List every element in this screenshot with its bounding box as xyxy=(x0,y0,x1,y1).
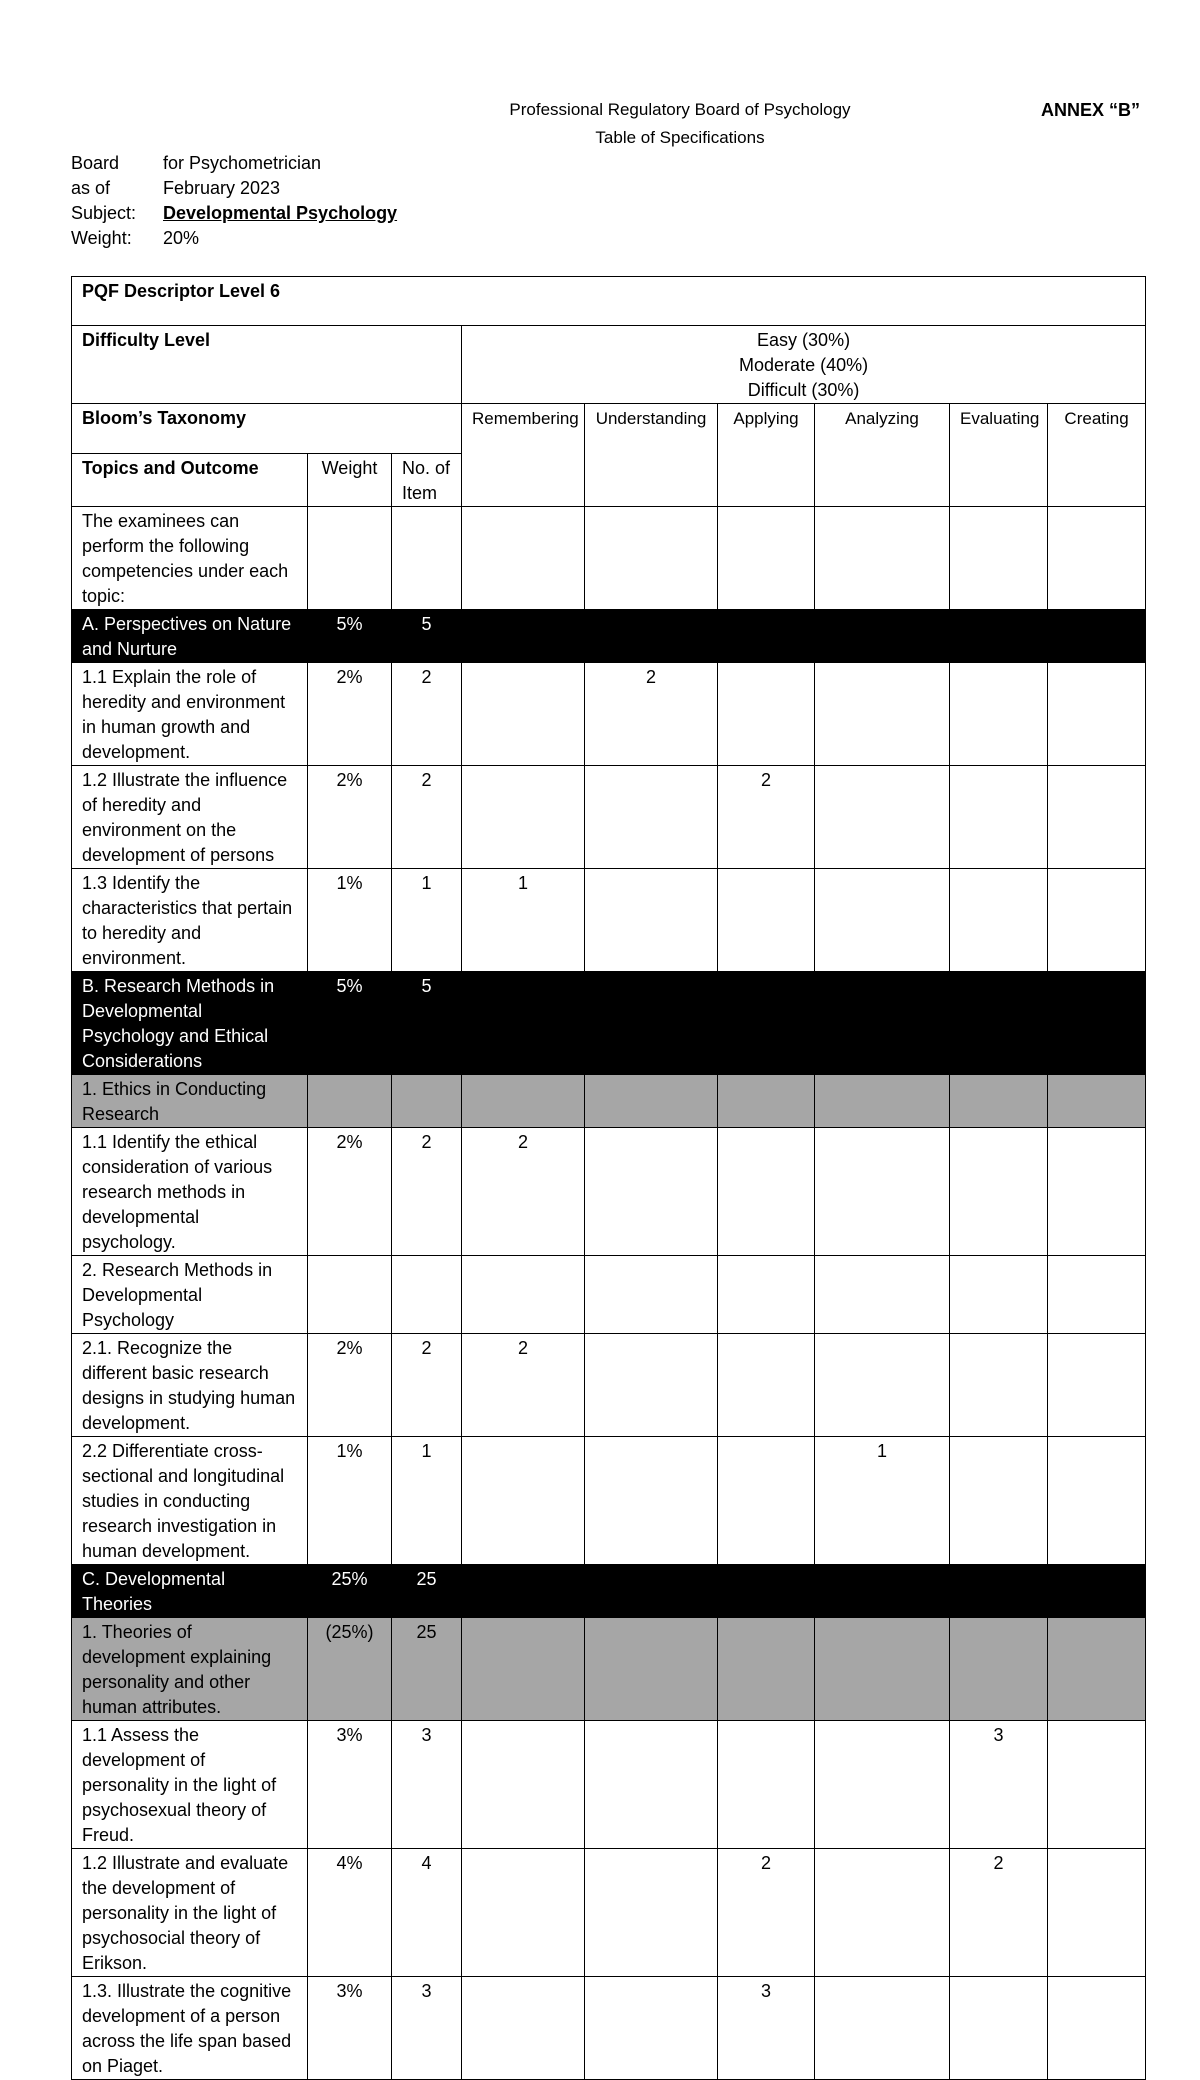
outcome-row xyxy=(72,869,1146,972)
blooms-count-cell xyxy=(815,1256,950,1334)
section-row xyxy=(72,1565,1146,1618)
blooms-count-cell xyxy=(815,1334,950,1437)
section-filler xyxy=(585,610,1146,663)
topic-cell: 2. Research Methods in Developmental Psychology xyxy=(72,1256,308,1334)
items-cell: 3 xyxy=(392,1721,462,1849)
outcome-row xyxy=(72,1721,1146,1849)
blooms-count-cell: 2 xyxy=(718,1849,815,1977)
meta-key: Board xyxy=(71,153,120,173)
difficulty-difficult: Difficult (30%) xyxy=(747,380,860,400)
outcome-row xyxy=(72,1256,1146,1334)
items-cell xyxy=(392,1256,462,1334)
blooms-count-cell xyxy=(585,1334,718,1437)
items-cell: 2 xyxy=(392,1334,462,1437)
section-weight: 25% xyxy=(308,1565,392,1618)
blooms-count-cell xyxy=(585,1977,718,2080)
section-items: 5 xyxy=(392,610,462,663)
meta-value: February 2023 xyxy=(163,178,281,198)
col-weight-header: Weight xyxy=(308,454,392,507)
blooms-count-cell xyxy=(718,1618,815,1721)
weight-cell: 1% xyxy=(308,869,392,972)
meta-key: Subject: xyxy=(71,203,137,223)
section-filler xyxy=(585,972,1146,1075)
blooms-count-cell xyxy=(718,1721,815,1849)
difficulty-row xyxy=(72,326,1146,404)
meta-row-board xyxy=(71,151,397,176)
intro-text: The examinees can perform the following competencies under each topic: xyxy=(72,507,308,610)
section-spacer xyxy=(462,610,585,663)
blooms-count-cell xyxy=(1048,869,1146,972)
blooms-count-cell xyxy=(1048,1128,1146,1256)
blooms-count-cell: 3 xyxy=(950,1721,1048,1849)
blooms-count-cell xyxy=(950,1075,1048,1128)
blooms-count-cell: 1 xyxy=(462,869,585,972)
blooms-count-cell xyxy=(815,663,950,766)
pqf-row xyxy=(72,277,1146,326)
items-cell xyxy=(392,1075,462,1128)
items-cell: 2 xyxy=(392,663,462,766)
blooms-count-cell xyxy=(1048,1849,1146,1977)
blooms-count-cell xyxy=(950,663,1048,766)
meta-value: for Psychometrician xyxy=(163,153,322,173)
document-title: Table of Specifications xyxy=(595,128,765,147)
blooms-count-cell xyxy=(462,1721,585,1849)
difficulty-moderate: Moderate (40%) xyxy=(739,355,869,375)
blooms-count-cell xyxy=(718,663,815,766)
blooms-count-cell xyxy=(1048,1075,1146,1128)
outcome-row xyxy=(72,1849,1146,1977)
intro-row xyxy=(72,507,1146,610)
items-cell: 1 xyxy=(392,1437,462,1565)
blooms-evaluating: Evaluating xyxy=(950,404,1048,507)
blooms-count-cell: 2 xyxy=(462,1128,585,1256)
outcome-row xyxy=(72,1437,1146,1565)
blooms-applying: Applying xyxy=(718,404,815,507)
section-topic: A. Perspectives on Nature and Nurture xyxy=(72,610,308,663)
blooms-label: Bloom’s Taxonomy xyxy=(72,404,462,454)
weight-cell: 2% xyxy=(308,1128,392,1256)
weight-cell: 4% xyxy=(308,1849,392,1977)
blooms-count-cell xyxy=(815,1977,950,2080)
blooms-count-cell: 2 xyxy=(718,766,815,869)
blooms-remembering: Remembering xyxy=(462,404,585,507)
weight-cell: (25%) xyxy=(308,1618,392,1721)
blooms-count-cell xyxy=(815,766,950,869)
topic-cell: 1.1 Assess the development of personality in the light of psychosexual theory of Freud. xyxy=(72,1721,308,1849)
blooms-count-cell xyxy=(585,869,718,972)
outcome-row xyxy=(72,1334,1146,1437)
section-row xyxy=(72,610,1146,663)
subtopic-row xyxy=(72,1618,1146,1721)
blooms-count-cell xyxy=(1048,663,1146,766)
blooms-count-cell xyxy=(1048,1721,1146,1849)
blooms-count-cell: 2 xyxy=(462,1334,585,1437)
blooms-count-cell xyxy=(462,1437,585,1565)
blooms-count-cell xyxy=(815,1849,950,1977)
weight-cell: 2% xyxy=(308,663,392,766)
col-items-header: No. of Item xyxy=(392,454,462,507)
blooms-count-cell xyxy=(585,1618,718,1721)
blooms-count-cell xyxy=(950,1977,1048,2080)
meta-row-date xyxy=(71,176,397,201)
blooms-count-cell xyxy=(585,766,718,869)
items-cell: 2 xyxy=(392,766,462,869)
blooms-count-cell xyxy=(1048,766,1146,869)
items-cell: 3 xyxy=(392,1977,462,2080)
weight-cell xyxy=(308,1075,392,1128)
topic-cell: 2.2 Differentiate cross-sectional and longitudinal studies in conducting research investigation in human development. xyxy=(72,1437,308,1565)
blooms-creating: Creating xyxy=(1048,404,1146,507)
blooms-count-cell xyxy=(585,1256,718,1334)
blooms-count-cell xyxy=(462,1618,585,1721)
topic-cell: 1. Ethics in Conducting Research xyxy=(72,1075,308,1128)
blooms-count-cell xyxy=(585,1075,718,1128)
blooms-count-cell xyxy=(950,1128,1048,1256)
blooms-count-cell xyxy=(718,1334,815,1437)
section-topic: B. Research Methods in Developmental Psychology and Ethical Considerations xyxy=(72,972,308,1075)
blooms-count-cell xyxy=(585,1128,718,1256)
weight-cell xyxy=(308,1256,392,1334)
weight-cell: 3% xyxy=(308,1977,392,2080)
annex-label: ANNEX “B” xyxy=(1040,100,1140,120)
outcome-row xyxy=(72,663,1146,766)
meta-key: as of xyxy=(71,178,111,198)
blooms-count-cell xyxy=(585,1721,718,1849)
blooms-count-cell xyxy=(718,1075,815,1128)
meta-row-weight xyxy=(71,226,397,251)
section-topic: C. Developmental Theories xyxy=(72,1565,308,1618)
section-items: 25 xyxy=(392,1565,462,1618)
blooms-count-cell: 1 xyxy=(815,1437,950,1565)
blooms-count-cell xyxy=(585,1849,718,1977)
blooms-count-cell xyxy=(950,1437,1048,1565)
blooms-count-cell xyxy=(462,1256,585,1334)
blooms-count-cell xyxy=(462,1075,585,1128)
blooms-count-cell xyxy=(718,869,815,972)
blooms-analyzing: Analyzing xyxy=(815,404,950,507)
weight-cell: 2% xyxy=(308,1334,392,1437)
blooms-count-cell xyxy=(718,1437,815,1565)
blooms-count-cell xyxy=(718,1128,815,1256)
topic-cell: 1.1 Identify the ethical consideration of various research methods in developmental psychology. xyxy=(72,1128,308,1256)
difficulty-easy: Easy (30%) xyxy=(757,330,851,350)
blooms-count-cell xyxy=(462,1849,585,1977)
blooms-count-cell xyxy=(815,1128,950,1256)
difficulty-values xyxy=(462,326,1146,404)
meta-key: Weight: xyxy=(71,228,132,248)
outcome-row xyxy=(72,766,1146,869)
meta-value-subject: Developmental Psychology xyxy=(163,203,398,223)
blooms-count-cell xyxy=(1048,1437,1146,1565)
blooms-count-cell xyxy=(815,1721,950,1849)
blooms-count-cell xyxy=(950,1334,1048,1437)
blooms-count-cell: 3 xyxy=(718,1977,815,2080)
blooms-count-cell xyxy=(950,766,1048,869)
blooms-count-cell xyxy=(950,869,1048,972)
blooms-understanding: Understanding xyxy=(585,404,718,507)
items-cell: 4 xyxy=(392,1849,462,1977)
blooms-count-cell xyxy=(950,1256,1048,1334)
outcome-row xyxy=(72,1128,1146,1256)
blooms-count-cell xyxy=(1048,1618,1146,1721)
document-header xyxy=(440,96,920,152)
blooms-count-cell xyxy=(815,1618,950,1721)
topic-cell: 2.1. Recognize the different basic research designs in studying human development. xyxy=(72,1334,308,1437)
topic-cell: 1.1 Explain the role of heredity and environment in human growth and development. xyxy=(72,663,308,766)
blooms-row xyxy=(72,404,1146,454)
weight-cell: 2% xyxy=(308,766,392,869)
blooms-count-cell: 2 xyxy=(950,1849,1048,1977)
section-spacer xyxy=(462,972,585,1075)
blooms-count-cell xyxy=(1048,1256,1146,1334)
blooms-count-cell xyxy=(462,1977,585,2080)
topic-cell: 1.2 Illustrate the influence of heredity and environment on the development of persons xyxy=(72,766,308,869)
section-row xyxy=(72,972,1146,1075)
topic-cell: 1.3. Illustrate the cognitive development of a person across the life span based on Piaget. xyxy=(72,1977,308,2080)
topic-cell: 1.3 Identify the characteristics that pertain to heredity and environment. xyxy=(72,869,308,972)
pqf-descriptor: PQF Descriptor Level 6 xyxy=(72,277,1146,326)
section-weight: 5% xyxy=(308,610,392,663)
meta-value: 20% xyxy=(163,228,200,248)
topic-cell: 1. Theories of development explaining personality and other human attributes. xyxy=(72,1618,308,1721)
items-cell: 1 xyxy=(392,869,462,972)
col-topics-header: Topics and Outcome xyxy=(72,454,308,507)
blooms-count-cell xyxy=(1048,1977,1146,2080)
specifications-table xyxy=(71,276,1146,2080)
blooms-count-cell xyxy=(815,869,950,972)
blooms-count-cell xyxy=(815,1075,950,1128)
section-filler xyxy=(585,1565,1146,1618)
meta-row-subject xyxy=(71,201,397,226)
items-cell: 25 xyxy=(392,1618,462,1721)
blooms-count-cell xyxy=(462,766,585,869)
items-cell: 2 xyxy=(392,1128,462,1256)
weight-cell: 1% xyxy=(308,1437,392,1565)
blooms-count-cell xyxy=(718,1256,815,1334)
blooms-count-cell xyxy=(585,1437,718,1565)
blooms-count-cell xyxy=(1048,1334,1146,1437)
subtopic-row xyxy=(72,1075,1146,1128)
section-weight: 5% xyxy=(308,972,392,1075)
document-meta xyxy=(71,151,397,251)
blooms-count-cell xyxy=(950,1618,1048,1721)
section-items: 5 xyxy=(392,972,462,1075)
board-name: Professional Regulatory Board of Psychology xyxy=(509,100,851,119)
blooms-count-cell xyxy=(462,663,585,766)
topic-cell: 1.2 Illustrate and evaluate the development of personality in the light of psychosocial theory of Erikson. xyxy=(72,1849,308,1977)
weight-cell: 3% xyxy=(308,1721,392,1849)
difficulty-label: Difficulty Level xyxy=(72,326,462,404)
section-spacer xyxy=(462,1565,585,1618)
outcome-row xyxy=(72,1977,1146,2080)
blooms-count-cell: 2 xyxy=(585,663,718,766)
